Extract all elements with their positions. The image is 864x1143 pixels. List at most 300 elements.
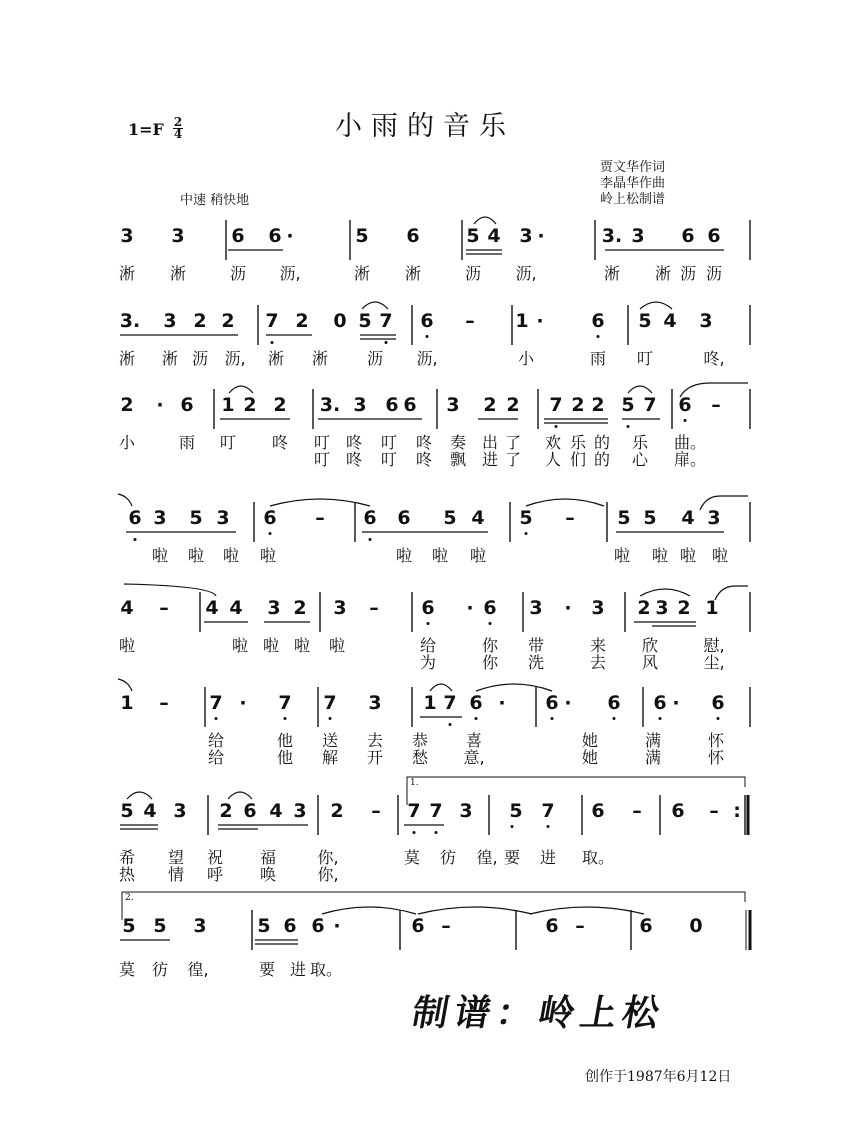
note: 6 xyxy=(283,915,297,937)
note: 3 xyxy=(153,507,167,529)
note: 2 xyxy=(483,394,497,416)
lyric-syllable: 淅 xyxy=(603,264,621,283)
note: – xyxy=(371,800,381,822)
lyric-syllable: 叮 xyxy=(636,349,654,368)
note: · xyxy=(239,692,247,714)
note: 6 xyxy=(545,692,559,714)
note: 6 xyxy=(545,915,559,937)
lyric-syllable: 啦 xyxy=(231,636,249,655)
lyric-syllable: 满 xyxy=(644,748,662,767)
low-octave-dot xyxy=(659,717,662,720)
note: 2 xyxy=(677,597,691,619)
lyric-syllable: 啦 xyxy=(118,636,136,655)
tie-arc xyxy=(640,589,690,596)
note: 7 xyxy=(429,800,443,822)
volta-number: 1. xyxy=(410,778,419,788)
note: 6 xyxy=(671,800,685,822)
lyric-syllable: 啦 xyxy=(431,546,449,565)
score-row-1 xyxy=(0,216,864,266)
low-octave-dot xyxy=(511,825,514,828)
note: 3 xyxy=(591,597,605,619)
volta-bracket xyxy=(407,777,745,805)
note: 2 xyxy=(243,394,257,416)
lyric-syllable: 欣 xyxy=(641,636,659,655)
note: 2 xyxy=(637,597,651,619)
tie-start xyxy=(715,586,748,600)
composition-date: 创作于1987年6月12日 xyxy=(585,1069,732,1085)
tie-arc xyxy=(526,499,604,506)
lyric-syllable: 意, xyxy=(463,748,485,767)
lyric-syllable: 欢 xyxy=(544,433,562,452)
lyric-syllable: 她 xyxy=(581,748,599,767)
score-row-7 xyxy=(0,778,864,841)
lyric-syllable: 沥, xyxy=(515,264,537,283)
lyric-syllable: 望 xyxy=(167,848,185,867)
note: 1 xyxy=(515,310,529,332)
meter-bottom: 4 xyxy=(173,127,183,141)
lyric-syllable: 咚 xyxy=(271,433,289,452)
low-octave-dot xyxy=(215,717,218,720)
lyric-syllable: 沥, xyxy=(416,349,438,368)
lyric-syllable: 啦 xyxy=(259,546,277,565)
note: 6 xyxy=(243,800,257,822)
lyric-syllable: 叮 xyxy=(313,450,331,469)
note: 6 xyxy=(411,915,425,937)
lyric-syllable: 开 xyxy=(366,748,384,767)
lyric-syllable: 啦 xyxy=(679,546,697,565)
tie-end xyxy=(118,679,132,691)
engraver-signature: 制谱：岭上松 xyxy=(408,992,669,1034)
composer-credit: 李晶华作曲 xyxy=(600,176,666,191)
note: 5 xyxy=(617,507,631,529)
engraver-credit: 岭上松制谱 xyxy=(600,192,666,207)
note: 2 xyxy=(295,310,309,332)
lyric-syllable: 咚 xyxy=(415,433,433,452)
note: 6 xyxy=(483,597,497,619)
lyric-syllable: 乐 xyxy=(569,433,587,452)
note: 6 xyxy=(403,394,417,416)
lyric-syllable: 给 xyxy=(207,731,225,750)
note: 6 xyxy=(420,310,434,332)
lyric-syllable: 怀 xyxy=(707,748,725,767)
lyric-syllable: 给 xyxy=(207,748,225,767)
note: 1 xyxy=(423,692,437,714)
note: 3 xyxy=(459,800,473,822)
tie-end xyxy=(124,584,216,596)
note: 2 xyxy=(591,394,605,416)
note: 4 xyxy=(269,800,283,822)
score-row-8 xyxy=(0,893,864,956)
low-octave-dot xyxy=(269,532,272,535)
note: · xyxy=(564,692,572,714)
lyric-syllable: 取。 xyxy=(581,848,615,867)
lyric-syllable: 乐 xyxy=(631,433,649,452)
volta-number: 2. xyxy=(125,893,134,903)
note: 5 xyxy=(189,507,203,529)
low-octave-dot xyxy=(555,425,558,428)
lyric-syllable: 沥, xyxy=(224,349,246,368)
lyrics-verse-2-row-6 xyxy=(0,748,864,768)
lyric-syllable: 扉。 xyxy=(673,450,707,469)
note: 6 xyxy=(180,394,194,416)
lyric-syllable: 喜 xyxy=(465,731,483,750)
lyric-syllable: 啦 xyxy=(328,636,346,655)
note: 3 xyxy=(446,394,460,416)
key-signature: 1=F xyxy=(128,120,164,139)
note: – xyxy=(575,915,585,937)
score-row-2 xyxy=(0,301,864,351)
lyric-syllable: 的 xyxy=(593,433,611,452)
lyric-syllable: 咚 xyxy=(415,450,433,469)
note: 3. xyxy=(119,310,141,332)
note: 3 xyxy=(707,507,721,529)
low-octave-dot xyxy=(426,335,429,338)
lyric-syllable: 热 xyxy=(118,865,136,884)
note: 6 xyxy=(711,692,725,714)
lyric-syllable: 叮 xyxy=(380,450,398,469)
note: – xyxy=(159,692,169,714)
note: 7 xyxy=(541,800,555,822)
lyric-syllable: 啦 xyxy=(187,546,205,565)
meter-top: 2 xyxy=(173,115,183,129)
lyric-syllable: 小 xyxy=(118,433,136,452)
note: 7 xyxy=(209,692,223,714)
lyric-syllable: 进 xyxy=(539,848,557,867)
lyric-syllable: 淅 xyxy=(118,349,136,368)
lyric-syllable: 愁 xyxy=(411,748,429,767)
note: 6 xyxy=(128,507,142,529)
note: · xyxy=(536,310,544,332)
lyric-syllable: 叮 xyxy=(219,433,237,452)
note: 5 xyxy=(443,507,457,529)
low-octave-dot xyxy=(369,538,372,541)
lyric-syllable: 小 xyxy=(517,349,535,368)
note: 0 xyxy=(689,915,703,937)
lyric-syllable: 沥 xyxy=(366,349,384,368)
lyric-syllable: 雨 xyxy=(589,349,607,368)
note: 3 xyxy=(631,225,645,247)
note: 2 xyxy=(330,800,344,822)
note: 2 xyxy=(293,597,307,619)
lyric-syllable: 唤 xyxy=(259,865,277,884)
note: 3. xyxy=(601,225,623,247)
note: – xyxy=(709,800,719,822)
lyric-syllable: 沥 xyxy=(191,349,209,368)
note: · xyxy=(156,394,164,416)
note: 6 xyxy=(653,692,667,714)
note: 6 xyxy=(707,225,721,247)
lyric-syllable: 满 xyxy=(644,731,662,750)
low-octave-dot xyxy=(385,341,388,344)
note: 5 xyxy=(122,915,136,937)
lyric-syllable: 啦 xyxy=(651,546,669,565)
song-title: 小雨的音乐 xyxy=(335,111,515,142)
lyric-syllable: 啦 xyxy=(293,636,311,655)
note: 7 xyxy=(549,394,563,416)
lyric-syllable: 淅 xyxy=(311,349,329,368)
lyric-syllable: 了 xyxy=(504,450,522,469)
lyric-syllable: 恭 xyxy=(411,731,429,750)
note: 5 xyxy=(120,800,134,822)
low-octave-dot xyxy=(525,532,528,535)
note: 7 xyxy=(323,692,337,714)
note: 0 xyxy=(333,310,347,332)
note: 6 xyxy=(406,225,420,247)
tie-arc xyxy=(362,302,388,309)
lyric-syllable: 呼 xyxy=(206,865,224,884)
note: 6 xyxy=(268,225,282,247)
note: 1 xyxy=(705,597,719,619)
note: 6 xyxy=(421,597,435,619)
note: · xyxy=(564,597,572,619)
lyric-syllable: 进 xyxy=(481,450,499,469)
note: 5 xyxy=(519,507,533,529)
lyric-syllable: 风 xyxy=(641,653,659,672)
tie-arc xyxy=(628,386,652,393)
lyric-syllable: 他 xyxy=(276,748,294,767)
lyric-syllable: 去 xyxy=(366,731,384,750)
note: 3 xyxy=(193,915,207,937)
tie-arc xyxy=(640,302,672,309)
note: 6 xyxy=(469,692,483,714)
lyric-syllable: 他 xyxy=(276,731,294,750)
note: 5 xyxy=(638,310,652,332)
lyric-syllable: 你 xyxy=(481,653,499,672)
lyric-syllable: 徨, xyxy=(476,848,498,867)
note: 3 xyxy=(171,225,185,247)
score-row-6 xyxy=(0,683,864,733)
note: 7 xyxy=(265,310,279,332)
lyric-syllable: 来 xyxy=(589,636,607,655)
tie-arc xyxy=(476,684,552,691)
note: · xyxy=(286,225,294,247)
note: · xyxy=(672,692,680,714)
lyric-syllable: 飘 xyxy=(449,450,467,469)
low-octave-dot xyxy=(551,717,554,720)
note: 2 xyxy=(506,394,520,416)
lyric-syllable: 尘, xyxy=(703,653,725,672)
lyric-syllable: 曲。 xyxy=(673,433,707,452)
score-row-5 xyxy=(0,588,864,638)
lyric-syllable: 彷 xyxy=(439,848,457,867)
lyric-syllable: 淅 xyxy=(404,264,422,283)
note: 2 xyxy=(193,310,207,332)
note: 5 xyxy=(621,394,635,416)
note: – xyxy=(369,597,379,619)
note: 4 xyxy=(663,310,677,332)
note: 4 xyxy=(229,597,243,619)
note: 4 xyxy=(120,597,134,619)
low-octave-dot xyxy=(613,717,616,720)
note: 7 xyxy=(643,394,657,416)
lyric-syllable: 叮 xyxy=(313,433,331,452)
lyric-syllable: 咚 xyxy=(345,450,363,469)
time-signature xyxy=(173,117,183,140)
note: 3 xyxy=(699,310,713,332)
lyric-syllable: 要 xyxy=(258,960,276,979)
note: 7 xyxy=(278,692,292,714)
low-octave-dot xyxy=(134,538,137,541)
lyric-syllable: 祝 xyxy=(206,848,224,867)
note: 6 xyxy=(385,394,399,416)
lyric-syllable: 的 xyxy=(593,450,611,469)
low-octave-dot xyxy=(329,717,332,720)
lyric-syllable: 啦 xyxy=(262,636,280,655)
lyric-syllable: 叮 xyxy=(380,433,398,452)
tie-arc xyxy=(430,684,452,691)
lyric-syllable: 徨, xyxy=(187,960,209,979)
lyric-syllable: 心 xyxy=(631,450,649,469)
note: 3 xyxy=(163,310,177,332)
lyric-syllable: 你 xyxy=(481,636,499,655)
note: – xyxy=(465,310,475,332)
lyric-syllable: 洗 xyxy=(527,653,545,672)
lyric-syllable: 奏 xyxy=(449,433,467,452)
note: 5 xyxy=(466,225,480,247)
note: 3 xyxy=(519,225,533,247)
lyric-syllable: 沥 xyxy=(705,264,723,283)
note: · xyxy=(333,915,341,937)
lyric-syllable: 怀 xyxy=(707,731,725,750)
note: 1 xyxy=(221,394,235,416)
lyric-syllable: 出 xyxy=(481,433,499,452)
lyric-syllable: 咚 xyxy=(345,433,363,452)
lyric-syllable: 福 xyxy=(259,848,277,867)
note: 3. xyxy=(319,394,341,416)
low-octave-dot xyxy=(271,341,274,344)
lyrics-verse-2-row-3 xyxy=(0,450,864,470)
low-octave-dot xyxy=(413,831,416,834)
lyric-syllable: 沥, xyxy=(279,264,301,283)
lyric-syllable: 要 xyxy=(503,848,521,867)
note: 3 xyxy=(368,692,382,714)
lyric-syllable: 啦 xyxy=(711,546,729,565)
note: – xyxy=(632,800,642,822)
lyric-syllable: 为 xyxy=(419,653,437,672)
lyric-syllable: 淅 xyxy=(118,264,136,283)
lyrics-verse-1-row-8 xyxy=(0,960,864,980)
lyric-syllable: 取。 xyxy=(309,960,343,979)
low-octave-dot xyxy=(627,425,630,428)
lyric-syllable: 你, xyxy=(317,848,339,867)
note: 7 xyxy=(407,800,421,822)
note: 5 xyxy=(257,915,271,937)
note: 4 xyxy=(471,507,485,529)
low-octave-dot xyxy=(284,717,287,720)
lyric-syllable: 给 xyxy=(419,636,437,655)
lyric-syllable: 送 xyxy=(321,731,339,750)
note: 2 xyxy=(571,394,585,416)
tie-arc xyxy=(127,792,152,799)
lyrics-verse-1-row-1 xyxy=(0,264,864,284)
note: 6 xyxy=(263,507,277,529)
note: 6 xyxy=(311,915,325,937)
note: 6 xyxy=(678,394,692,416)
note: 6 xyxy=(591,310,605,332)
lyric-syllable: 去 xyxy=(589,653,607,672)
lyric-syllable: 啦 xyxy=(469,546,487,565)
note: 3 xyxy=(120,225,134,247)
note: 2 xyxy=(221,310,235,332)
lyric-syllable: 啦 xyxy=(395,546,413,565)
note: · xyxy=(498,692,506,714)
low-octave-dot xyxy=(684,419,687,422)
note: 6 xyxy=(639,915,653,937)
lyric-syllable: 彷 xyxy=(151,960,169,979)
lyric-syllable: 你, xyxy=(317,865,339,884)
note: 6 xyxy=(231,225,245,247)
lyric-syllable: 人 xyxy=(544,450,562,469)
lyric-syllable: 淅 xyxy=(353,264,371,283)
note: – xyxy=(565,507,575,529)
note: 6 xyxy=(397,507,411,529)
low-octave-dot xyxy=(435,831,438,834)
low-octave-dot xyxy=(449,723,452,726)
note: 4 xyxy=(681,507,695,529)
lyric-syllable: 沥 xyxy=(679,264,697,283)
note: 3 xyxy=(529,597,543,619)
note: 3 xyxy=(216,507,230,529)
lyric-syllable: 沥 xyxy=(464,264,482,283)
note: 3 xyxy=(173,800,187,822)
lyric-syllable: 了 xyxy=(504,433,522,452)
low-octave-dot xyxy=(717,717,720,720)
note: – xyxy=(441,915,451,937)
lyric-syllable: 淅 xyxy=(161,349,179,368)
note: 4 xyxy=(143,800,157,822)
note: 5 xyxy=(509,800,523,822)
note: 4 xyxy=(487,225,501,247)
note: 2 xyxy=(219,800,233,822)
lyric-syllable: 淅 xyxy=(267,349,285,368)
lyric-syllable: 解 xyxy=(321,748,339,767)
tie-arc xyxy=(322,907,416,914)
note: 6 xyxy=(681,225,695,247)
note: 5 xyxy=(153,915,167,937)
lyricist-credit: 贾文华作词 xyxy=(600,160,666,175)
lyric-syllable: 情 xyxy=(167,865,185,884)
note: 3 xyxy=(353,394,367,416)
note: 3 xyxy=(333,597,347,619)
low-octave-dot xyxy=(427,622,430,625)
score-row-3 xyxy=(0,385,864,435)
tempo-marking: 中速 稍快地 xyxy=(180,193,250,208)
lyric-syllable: 咚, xyxy=(703,349,725,368)
lyric-syllable: 进 xyxy=(289,960,307,979)
tie-arc xyxy=(228,792,252,799)
note: 2 xyxy=(273,394,287,416)
note: 6 xyxy=(591,800,605,822)
note: 5 xyxy=(355,225,369,247)
lyrics-verse-2-row-5 xyxy=(0,653,864,673)
note: : xyxy=(733,800,741,822)
note: – xyxy=(159,597,169,619)
note: 3 xyxy=(655,597,669,619)
lyric-syllable: 啦 xyxy=(151,546,169,565)
tie-arc xyxy=(229,386,253,393)
tie-arc xyxy=(530,907,644,914)
note: 5 xyxy=(358,310,372,332)
lyric-syllable: 淅 xyxy=(654,264,672,283)
lyrics-verse-1-row-4 xyxy=(0,546,864,566)
lyrics-verse-1-row-2 xyxy=(0,349,864,369)
tie-arc xyxy=(418,907,532,914)
low-octave-dot xyxy=(597,335,600,338)
score-row-4 xyxy=(0,498,864,548)
note: 7 xyxy=(379,310,393,332)
note: · xyxy=(466,597,474,619)
low-octave-dot xyxy=(489,622,492,625)
